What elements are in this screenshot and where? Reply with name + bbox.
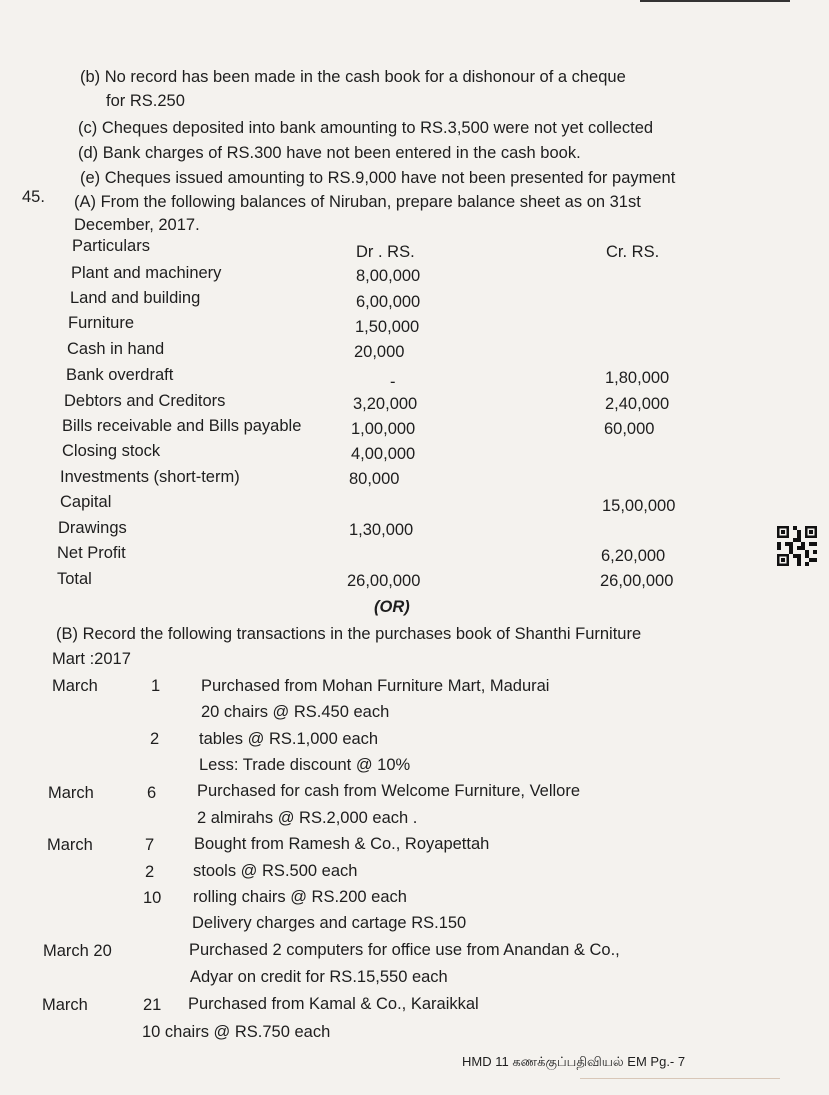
transaction-text: Purchased from Kamal & Co., Karaikkal: [188, 995, 479, 1013]
transaction-text: Adyar on credit for RS.15,550 each: [190, 968, 448, 986]
transaction-text: stools @ RS.500 each: [193, 862, 358, 880]
transaction-text: Less: Trade discount @ 10%: [199, 756, 411, 774]
footer-rule: [580, 1078, 780, 1079]
page-footer: HMD 11 கணக்குப்பதிவியல் EM Pg.- 7: [462, 1054, 686, 1069]
row-dr: 1,50,000: [355, 318, 420, 336]
qr-code-icon: [777, 525, 817, 567]
note-b-line2: for RS.250: [106, 92, 185, 110]
transaction-text: tables @ RS.1,000 each: [199, 730, 379, 748]
row-dr: 20,000: [354, 343, 405, 361]
row-cr: 1,80,000: [605, 369, 670, 387]
header-particulars: Particulars: [72, 237, 150, 255]
row-cr: 15,00,000: [602, 497, 676, 515]
transaction-text: 20 chairs @ RS.450 each: [201, 703, 390, 721]
transaction-day: 6: [147, 784, 157, 802]
header-cr: Cr. RS.: [606, 243, 660, 261]
transaction-text: Purchased 2 computers for office use from Anandan & Co.,: [189, 941, 620, 959]
note-b-line1: (b) No record has been made in the cash book for a dishonour of a cheque: [80, 68, 626, 86]
question-b-line2: Mart :2017: [52, 650, 131, 668]
row-cr: 26,00,000: [600, 572, 674, 590]
row-cr: 60,000: [604, 420, 655, 438]
note-d: (d) Bank charges of RS.300 have not been entered in the cash book.: [78, 144, 581, 162]
row-dr: 1,00,000: [351, 420, 416, 438]
header-dr: Dr . RS.: [356, 243, 415, 261]
transaction-text: Purchased from Mohan Furniture Mart, Madurai: [201, 677, 550, 695]
transaction-text: rolling chairs @ RS.200 each: [193, 888, 407, 906]
row-cr: 2,40,000: [605, 395, 670, 413]
note-c: (c) Cheques deposited into bank amounting to RS.3,500 were not yet collected: [78, 119, 654, 137]
row-dr: 6,00,000: [356, 293, 421, 311]
row-cr: 6,20,000: [601, 547, 666, 565]
row-dr: -: [390, 373, 396, 391]
row-particular: Capital: [60, 493, 112, 511]
transaction-month: March: [52, 677, 98, 695]
transaction-month: March: [48, 784, 94, 802]
transaction-text: Bought from Ramesh & Co., Royapettah: [194, 835, 490, 853]
transaction-day: 2: [150, 730, 160, 748]
transaction-day: 2: [145, 863, 155, 881]
or-separator: (OR): [374, 598, 410, 616]
row-particular: Land and building: [70, 289, 201, 307]
row-dr: 80,000: [349, 470, 400, 488]
row-particular: Furniture: [68, 314, 135, 332]
transaction-day: 21: [143, 996, 162, 1014]
row-particular: Bills receivable and Bills payable: [62, 417, 302, 435]
row-particular: Debtors and Creditors: [64, 392, 226, 410]
question-a-line2: December, 2017.: [74, 216, 200, 234]
transaction-month: March: [42, 996, 88, 1014]
transaction-day: 10: [143, 889, 162, 907]
transaction-month: March 20: [43, 942, 112, 960]
row-dr: 3,20,000: [353, 395, 418, 413]
transaction-text: Delivery charges and cartage RS.150: [192, 914, 467, 932]
row-particular: Closing stock: [62, 442, 161, 460]
transaction-day: 1: [151, 677, 161, 695]
question-b-line1: (B) Record the following transactions in the purchases book of Shanthi Furniture: [56, 625, 642, 643]
transaction-text: 10 chairs @ RS.750 each: [142, 1023, 331, 1041]
transaction-month: March: [47, 836, 93, 854]
transaction-text: 2 almirahs @ RS.2,000 each .: [197, 809, 418, 827]
question-a-line1: (A) From the following balances of Niruban, prepare balance sheet as on 31st: [74, 193, 641, 211]
question-number: 45.: [22, 188, 45, 206]
note-e: (e) Cheques issued amounting to RS.9,000 have not been presented for payment: [80, 169, 676, 187]
row-dr: 4,00,000: [351, 445, 416, 463]
row-particular: Cash in hand: [67, 340, 165, 358]
top-rule: [640, 0, 790, 2]
row-particular: Drawings: [58, 519, 127, 537]
row-particular: Total: [57, 570, 92, 588]
row-particular: Investments (short-term): [60, 468, 240, 486]
row-particular: Bank overdraft: [66, 366, 174, 384]
row-particular: Plant and machinery: [71, 264, 222, 282]
transaction-text: Purchased for cash from Welcome Furniture, Vellore: [197, 782, 581, 800]
row-dr: 1,30,000: [349, 521, 414, 539]
row-dr: 8,00,000: [356, 267, 421, 285]
row-particular: Net Profit: [57, 544, 126, 562]
transaction-day: 7: [145, 836, 155, 854]
row-dr: 26,00,000: [347, 572, 421, 590]
